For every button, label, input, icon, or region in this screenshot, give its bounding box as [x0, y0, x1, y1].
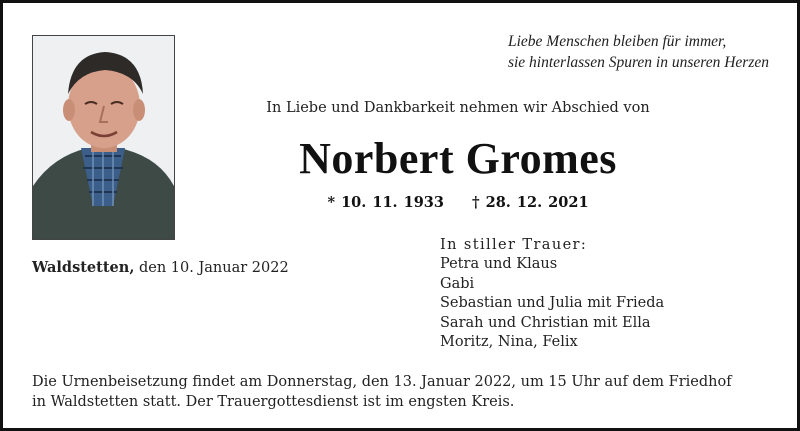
memorial-quote: [508, 31, 769, 73]
portrait-image: [33, 36, 174, 239]
portrait-photo: [32, 35, 175, 240]
mourners-heading: In stiller Trauer:: [440, 237, 588, 253]
birth-date: * 10. 11. 1933: [327, 194, 444, 211]
mourner-entry: Sarah und Christian mit Ella: [440, 314, 651, 331]
place-date-line: [32, 259, 289, 276]
funeral-notice-line-1: Die Urnenbeisetzung findet am Donnerstag, den 13. Januar 2022, um 15 Uhr auf dem Friedhof: [32, 374, 732, 390]
place-town: Waldstetten,: [32, 259, 135, 276]
quote-line-2: sie hinterlassen Spuren in unseren Herzen: [507, 54, 769, 71]
death-date: † 28. 12. 2021: [472, 194, 589, 211]
mourner-entry: Petra und Klaus: [440, 256, 558, 273]
mourner-entry: Moritz, Nina, Felix: [440, 334, 578, 351]
mourners-list: [440, 236, 664, 352]
quote-line-1: Liebe Menschen bleiben für immer,: [507, 33, 727, 50]
mourner-entry: Sebastian und Julia mit Frieda: [440, 295, 665, 312]
place-date: den 10. Januar 2022: [138, 260, 289, 276]
funeral-notice: [32, 372, 777, 412]
life-dates: [193, 194, 723, 211]
funeral-notice-line-2: in Waldstetten statt. Der Trauergottesdienst ist im engsten Kreis.: [32, 394, 515, 410]
deceased-name: Norbert Gromes: [299, 134, 617, 183]
mourner-entry: Gabi: [440, 275, 475, 292]
intro-text: In Liebe und Dankbarkeit nehmen wir Abschied von: [266, 100, 650, 116]
